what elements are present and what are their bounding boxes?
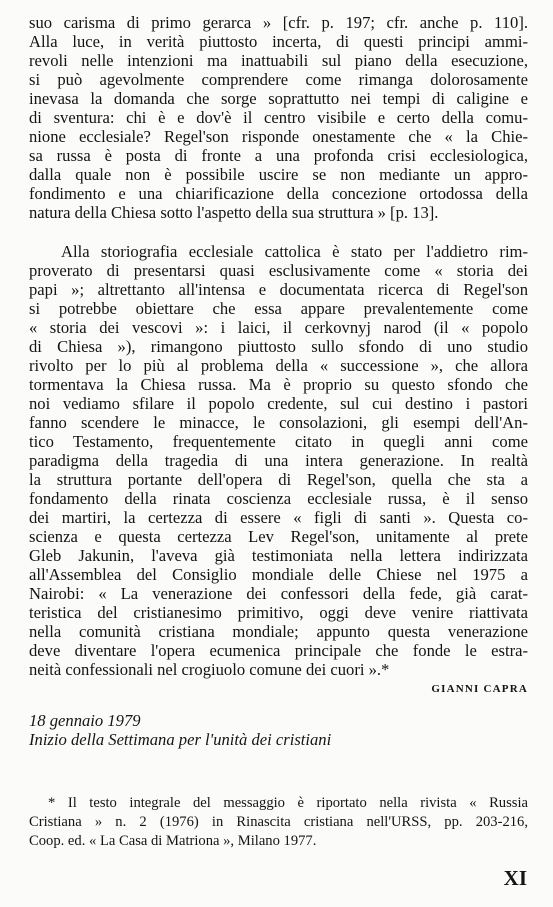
text-line: sa russa è posta di fronte a una profonda crisi ecclesiologica,	[29, 146, 528, 165]
date-line: 18 gennaio 1979	[29, 711, 141, 730]
text-line: fondamento della rinata coscienza ecclesiale russa, è il senso	[29, 489, 528, 508]
text-line: paradigma della tragedia di una intera generazione. In realtà	[29, 451, 528, 470]
text-line: teristica del cristianesimo primitivo, oggi deve venire riattivata	[29, 603, 528, 622]
text-line: nella comunità cristiana mondiale; appunto questa venerazione	[29, 622, 528, 641]
occasion-line: Inizio della Settimana per l'unità dei cristiani	[29, 730, 332, 749]
text-line: proverato di presentarsi quasi esclusivamente come « storia dei	[29, 261, 528, 280]
text-line: neità confessionali nel crogiuolo comune dei cuori ».*	[29, 660, 390, 679]
text-line: dei martiri, la certezza di essere « figli di santi ». Questa co-	[29, 508, 528, 527]
footnote-line: * Il testo integrale del messaggio è riportato nella rivista « Russia	[48, 795, 528, 811]
footnote-line: Coop. ed. « La Casa di Matriona », Milano 1977.	[29, 833, 317, 849]
text-line: all'Assemblea del Consiglio mondiale delle Chiese nel 1975 a	[29, 565, 528, 584]
text-line: deve diventare l'opera ecumenica principale che fonde le estra-	[29, 641, 528, 660]
text-line: rivolto per lo più al problema della « successione », che allora	[29, 356, 528, 375]
author-signature: GIANNI CAPRA	[431, 683, 528, 695]
text-line: Gleb Jakunin, l'aveva già testimoniata nella lettera indirizzata	[29, 546, 528, 565]
text-line: suo carisma di primo gerarca » [cfr. p. 197; cfr. anche p. 110].	[29, 13, 528, 32]
text-line: di sventura: chi è e dov'è il centro visibile e certo della comu-	[29, 108, 528, 127]
text-line: si può agevolmente comprendere come rimanga dolorosamente	[29, 70, 528, 89]
text-line: fondimento e una chiarificazione della concezione ortodossa della	[29, 184, 528, 203]
text-line: tico Testamento, frequentemente citato in quegli anni come	[29, 432, 528, 451]
text-line: tormentava la Chiesa russa. Ma è proprio su questo sfondo che	[29, 375, 528, 394]
text-line: Nairobi: « La venerazione dei confessori della fede, già carat-	[29, 584, 528, 603]
text-line: Alla luce, in verità piuttosto incerta, di questi principi ammi-	[29, 32, 528, 51]
text-line: fanno scendere le minacce, le consolazioni, gli esempi dell'An-	[29, 413, 528, 432]
text-line: revoli nelle intenzioni ma inattuabili sul piano della esecuzione,	[29, 51, 528, 70]
text-line: si potrebbe obiettare che essa appare prevalentemente come	[29, 299, 528, 318]
text-line: natura della Chiesa sotto l'aspetto della sua struttura » [p. 13].	[29, 203, 439, 222]
text-line: nione ecclesiale? Regel'son risponde onestamente che « la Chie-	[29, 127, 528, 146]
text-line: scienza e questa certezza Lev Regel'son, unitamente al prete	[29, 527, 528, 546]
text-line: inevasa la domanda che sorge soprattutto nei tempi di caligine e	[29, 89, 528, 108]
page-number: XI	[503, 866, 527, 890]
footnote-line: Cristiana » n. 2 (1976) in Rinascita cristiana nell'URSS, pp. 203-216,	[29, 814, 528, 830]
text-line: « storia dei vescovi »: i laici, il cerkovnyj narod (il « popolo	[29, 318, 528, 337]
text-line: papi »; altrettanto all'intensa e documentata ricerca di Regel'son	[29, 280, 528, 299]
text-line: di Chiesa »), rimangono piuttosto sullo sfondo di uno studio	[29, 337, 528, 356]
text-line: dalla quale non è possibile uscire se non mediante un appro-	[29, 165, 528, 184]
text-line: noi vediamo sfilare il popolo credente, sul cui destino i pastori	[29, 394, 528, 413]
text-line: la struttura portante dell'opera di Regel'son, quella che sta a	[29, 470, 528, 489]
text-line: Alla storiografia ecclesiale cattolica è stato per l'addietro rim-	[61, 242, 528, 261]
